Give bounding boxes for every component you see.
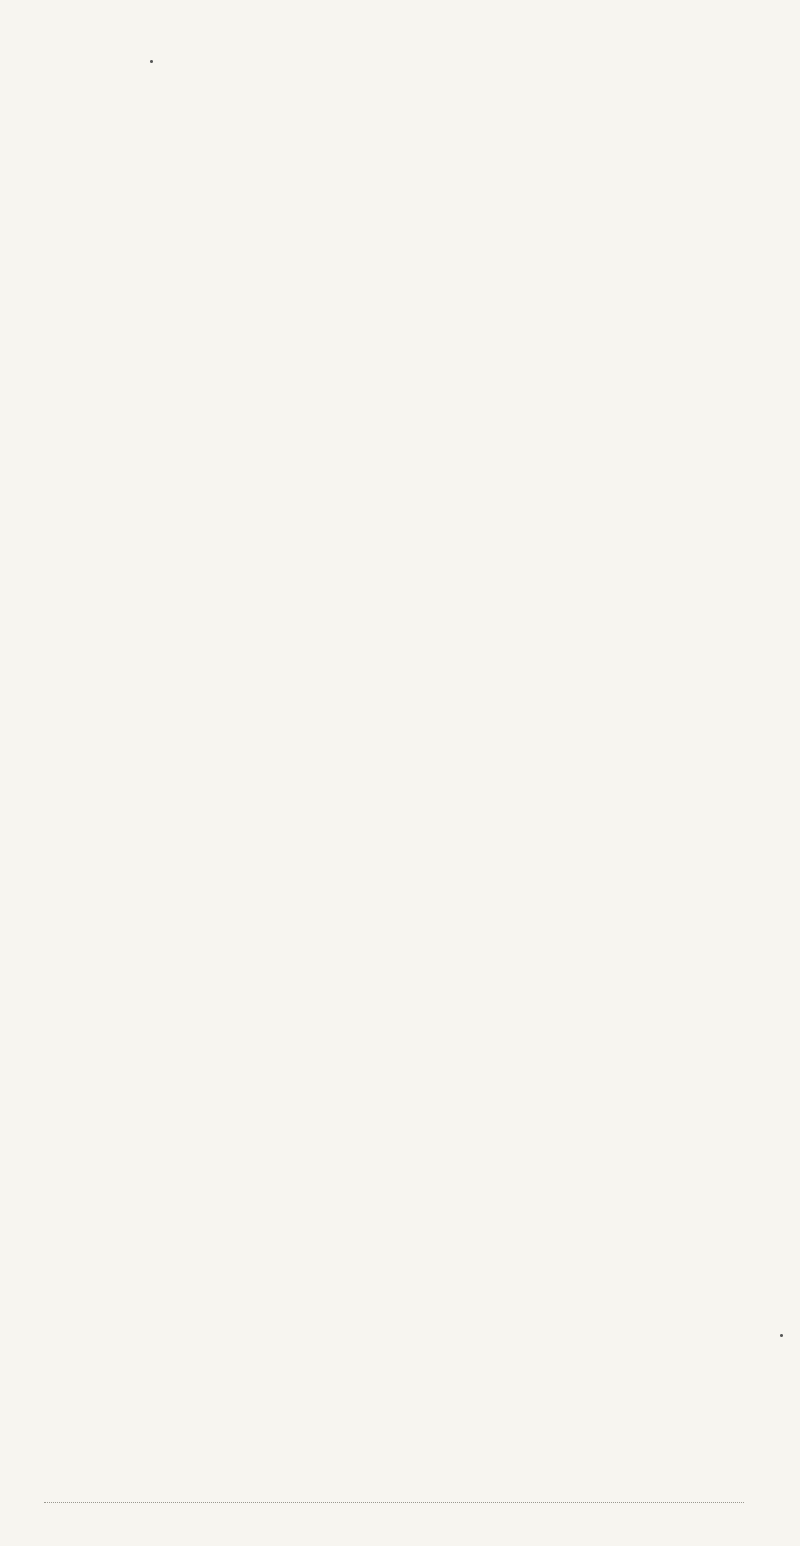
page-speck — [150, 60, 153, 63]
page-header — [38, 110, 766, 140]
bottom-rule — [44, 1502, 744, 1505]
page-speck — [780, 1334, 783, 1337]
